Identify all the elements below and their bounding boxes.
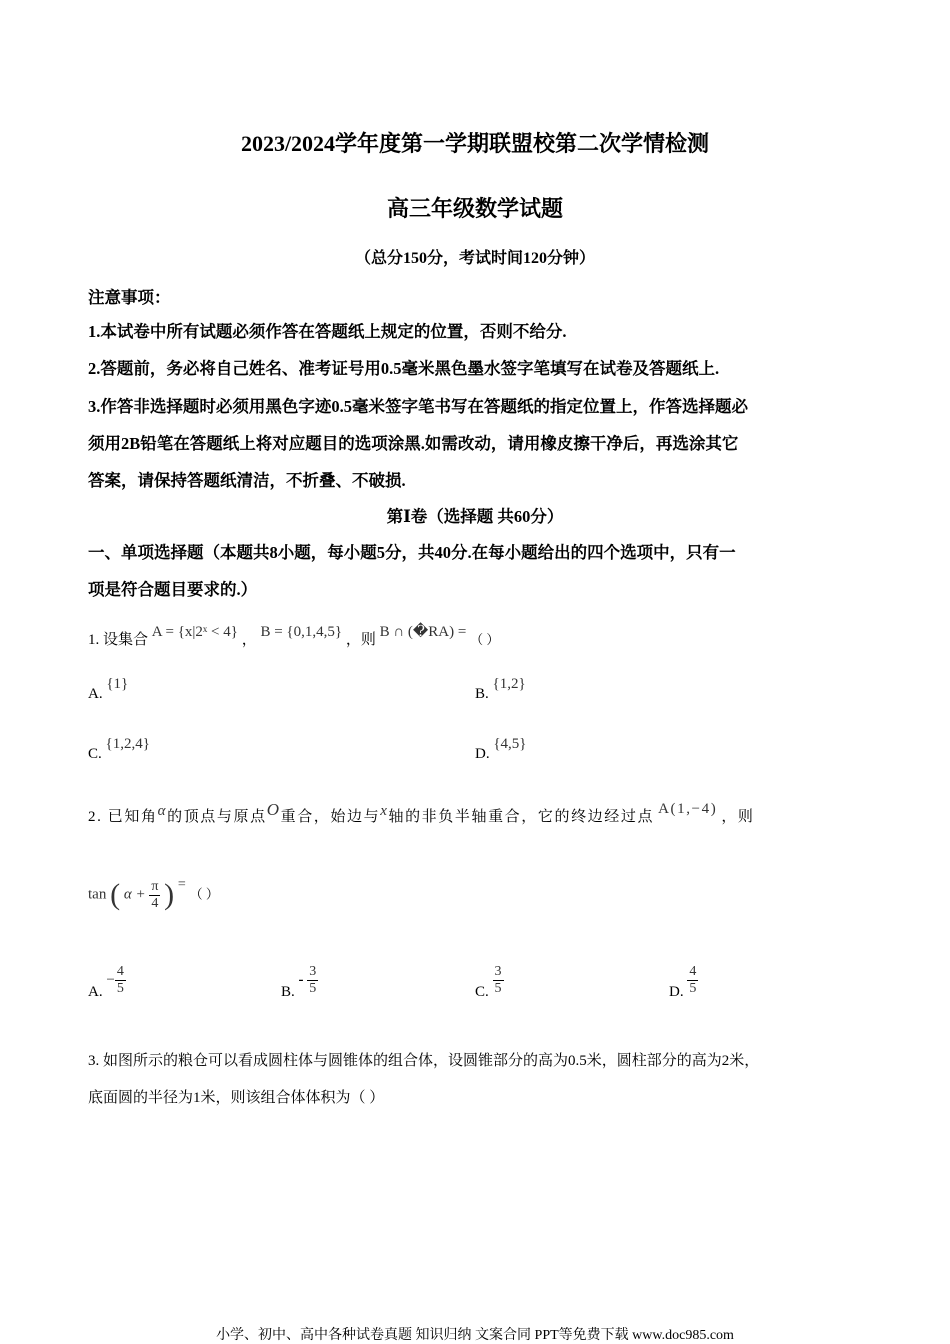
q1-option-c: C. {1,2,4}: [88, 736, 150, 762]
q2-option-b-fraction: $\frac{3}{5}$: [309, 964, 317, 996]
q1-set-b: B = {0,1,4,5}: [260, 624, 343, 640]
exam-subject-title: 高三年级数学试题: [386, 196, 563, 221]
note-item-3-line-3: 答案，请保持答题纸清洁，不折叠、不破损.: [88, 471, 406, 490]
q2-option-d: D. $\frac{4}{5}$: [669, 964, 697, 1000]
q1-then: ，则: [345, 632, 376, 648]
question-2: 2. 已知角α的顶点与原点O重合，始边与x轴的非负半轴重合，它的终边经过点 A(1,−4) ，则: [88, 800, 755, 825]
note-item-3-line-1: 3.作答非选择题时必须用黑色字迹0.5毫米签字笔书写在答题纸的指定位置上，作答选择题必: [88, 397, 748, 416]
q1-option-d: D. {4,5}: [475, 736, 527, 762]
q1-expression: B ∩ (�RA) =: [379, 624, 467, 640]
note-item-1: 1.本试卷中所有试题必须作答在答题纸上规定的位置，否则不给分.: [88, 322, 567, 341]
part-1-instructions-line-1: 一、单项选择题（本题共8小题，每小题5分，共40分.在每小题给出的四个选项中，只有一: [88, 543, 736, 562]
q1-option-d-value: {4,5}: [493, 736, 527, 752]
q2-point: A(1,−4): [658, 801, 718, 817]
q2-tan: tan: [88, 886, 107, 903]
q2-pi-over-4: $\frac{\pi}{4}$: [151, 878, 159, 911]
q2-origin: O: [266, 800, 281, 819]
q1-set-a: A = {x|2ˣ < 4}: [151, 624, 238, 640]
q2-answer-paren: （ ）: [189, 886, 219, 902]
q2-option-a-fraction: $\frac{4}{5}$: [116, 964, 124, 996]
q1-prefix: 1. 设集合: [88, 632, 149, 648]
q1-comma: ，: [241, 632, 257, 648]
q1-option-c-value: {1,2,4}: [105, 736, 150, 752]
note-item-2: 2.答题前，务必将自己姓名、准考证号用0.5毫米黑色墨水签字笔填写在试卷及答题纸上.: [88, 359, 720, 378]
exam-duration: （总分150分，考试时间120分钟）: [354, 250, 595, 267]
question-3-line-2: 底面圆的半径为1米，则该组合体体积为（ ）: [88, 1090, 385, 1106]
q2-alpha: α: [157, 803, 168, 819]
q2-x: x: [380, 803, 389, 819]
q2-equals: =: [177, 877, 186, 893]
q2-option-d-fraction: $\frac{4}{5}$: [689, 964, 697, 996]
q2-right-paren: ): [164, 878, 175, 911]
part-1-instructions-line-2: 项是符合题目要求的.）: [88, 580, 258, 599]
question-1: [88, 624, 500, 649]
q1-answer-paren: （ ）: [470, 632, 500, 647]
q2-tan-inner: α +: [123, 886, 146, 903]
q2-option-c: C. $\frac{3}{5}$: [475, 964, 502, 1000]
volume-title: 第Ⅰ卷（选择题 共60分）: [386, 507, 564, 526]
q1-option-b: B. {1,2}: [475, 676, 526, 702]
q1-option-b-value: {1,2}: [492, 676, 526, 692]
notes-heading: 注意事项：: [88, 288, 171, 307]
page-footer: 小学、初中、高中各种试卷真题 知识归纳 文案合同 PPT等免费下载 www.doc985.com: [216, 1328, 734, 1343]
q1-option-a-value: {1}: [106, 676, 129, 692]
q2-option-b: B. - $\frac{3}{5}$: [281, 964, 317, 1000]
note-item-3-line-2: 须用2B铅笔在答题纸上将对应题目的选项涂黑.如需改动，请用橡皮擦干净后，再选涂其它: [88, 434, 739, 453]
question-3-line-1: 3. 如图所示的粮仓可以看成圆柱体与圆锥体的组合体，设圆锥部分的高为0.5米，圆柱部分的高为2米，: [88, 1053, 760, 1069]
q2-option-c-fraction: $\frac{3}{5}$: [494, 964, 502, 996]
q2-expression: [88, 878, 219, 912]
q2-left-paren: (: [110, 878, 121, 911]
exam-title: 2023/2024学年度第一学期联盟校第二次学情检测: [240, 131, 710, 156]
q1-option-a: A. {1}: [88, 676, 129, 702]
q2-option-a: A. − $\frac{4}{5}$: [88, 964, 124, 1000]
